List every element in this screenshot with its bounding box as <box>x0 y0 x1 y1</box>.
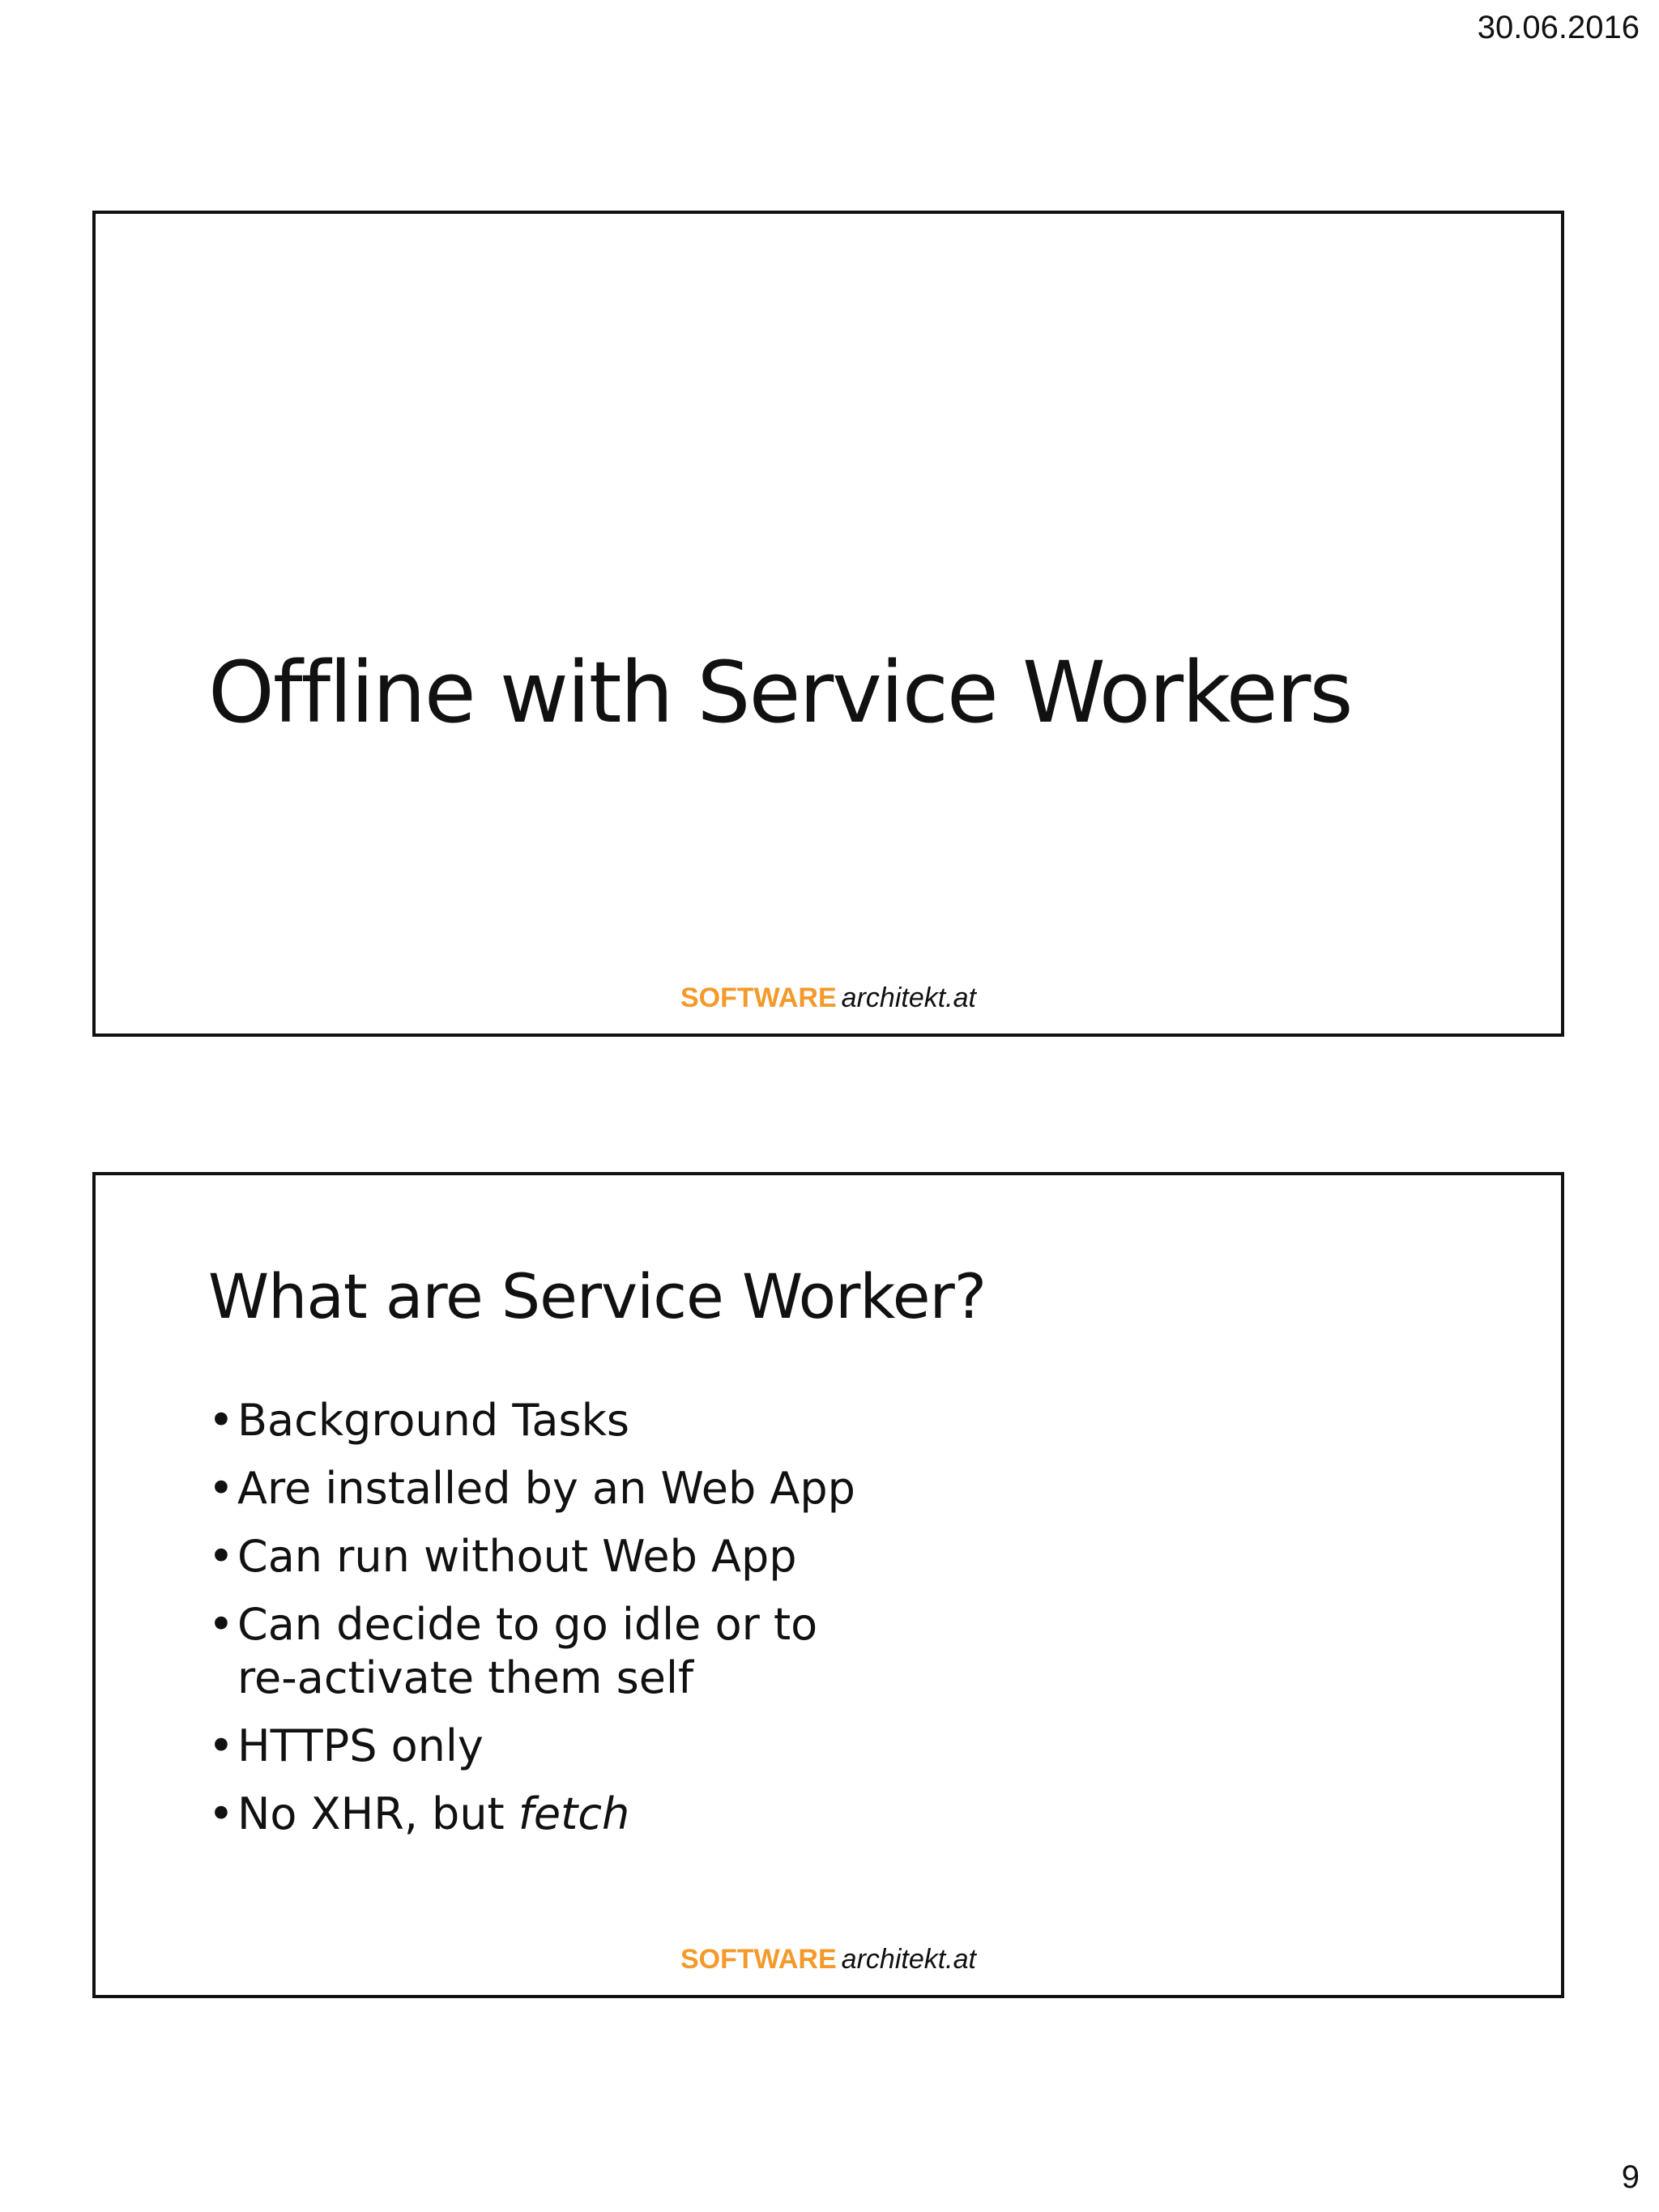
list-item <box>208 1720 966 1773</box>
brand-architekt: architekt.at <box>841 982 976 1013</box>
brand-architekt: architekt.at <box>841 1944 976 1975</box>
bullet-text-italic: fetch <box>518 1788 630 1839</box>
slide-title-offline <box>92 211 1564 1037</box>
list-item <box>208 1462 966 1515</box>
bullet-icon: • <box>208 1720 234 1771</box>
bullet-text: Are installed by an Web App <box>237 1463 855 1514</box>
list-item <box>208 1394 966 1447</box>
bullet-text: Can run without Web App <box>237 1531 797 1582</box>
brand-software: SOFTWARE <box>680 982 837 1013</box>
bullet-icon: • <box>208 1395 234 1446</box>
bullet-icon: • <box>208 1599 234 1650</box>
brand-logo <box>96 1944 1561 1975</box>
document-date: 30.06.2016 <box>1477 10 1640 45</box>
bullet-icon: • <box>208 1531 234 1582</box>
page-number: 9 <box>1621 2159 1640 2195</box>
bullet-icon: • <box>208 1463 234 1514</box>
list-item <box>208 1530 966 1583</box>
bullet-text: HTTPS only <box>237 1720 484 1771</box>
slide-title: Offline with Service Workers <box>208 643 1352 742</box>
slide-title: What are Service Worker? <box>208 1260 987 1332</box>
brand-logo <box>96 982 1561 1014</box>
list-item <box>208 1788 966 1841</box>
bullet-text: Background Tasks <box>237 1395 629 1446</box>
list-item <box>208 1598 966 1705</box>
bullet-text: No XHR, but <box>237 1788 505 1839</box>
bullet-icon: • <box>208 1788 234 1839</box>
slide-service-worker <box>92 1172 1564 1998</box>
brand-software: SOFTWARE <box>680 1944 837 1975</box>
bullet-text: Can decide to go idle or to <box>237 1599 818 1650</box>
bullet-list <box>208 1394 966 1856</box>
bullet-text-continued: re-activate them self <box>237 1652 694 1703</box>
